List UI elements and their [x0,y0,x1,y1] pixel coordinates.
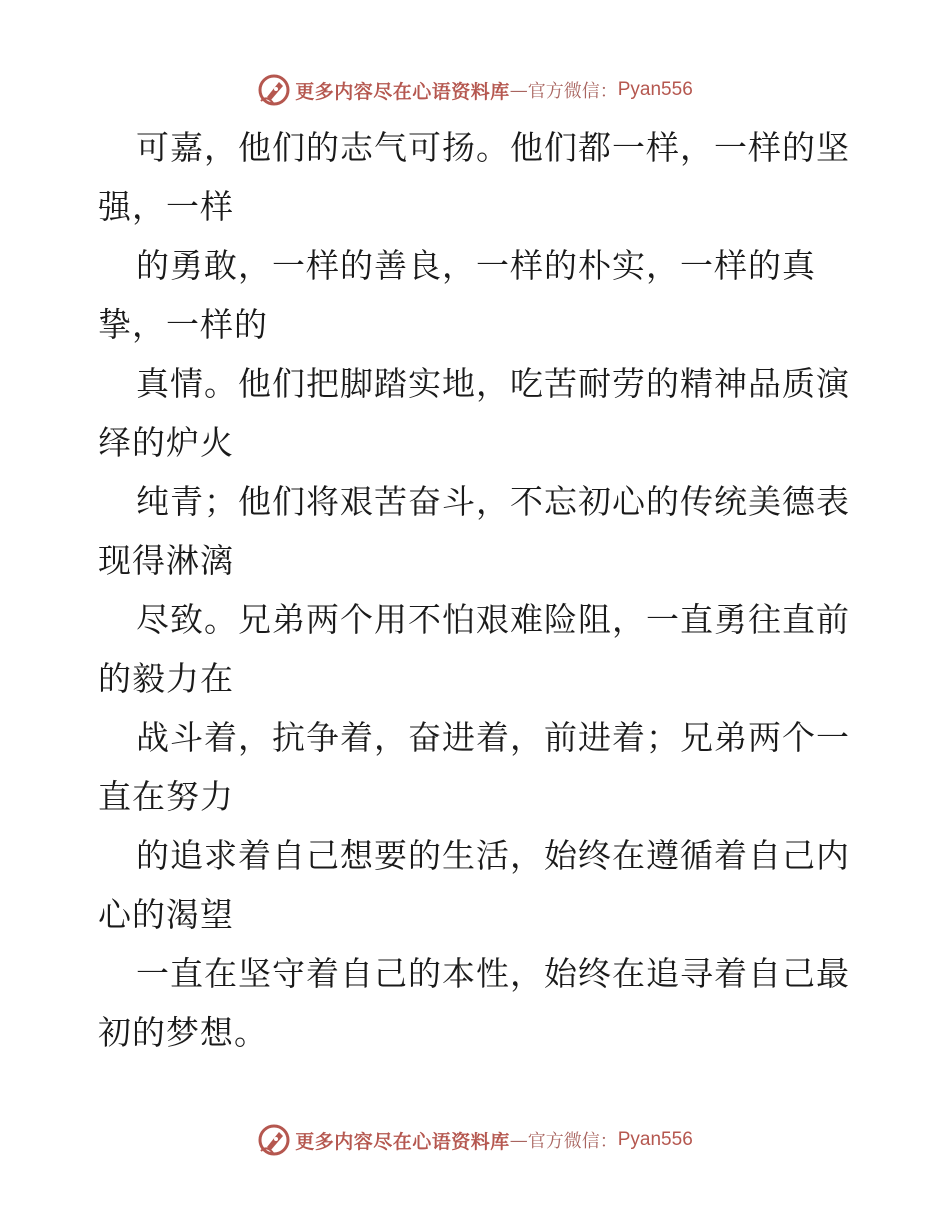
footer-banner [0,1120,950,1160]
site-name: 更多内容尽在心语资料库 [295,1130,510,1153]
body-line: 纯青；他们将艰苦奋斗，不忘初心的传统美德表 [136,482,850,521]
body-line: 心的渴望 [98,895,234,934]
body-line: 的毅力在 [98,659,234,698]
body-line: 一直在坚守着自己的本性，始终在追寻着自己最 [136,954,850,993]
header-banner [0,70,950,110]
banner-dash: — [509,1129,528,1151]
body-line: 挚，一样的 [98,305,268,344]
banner-dash: — [509,79,528,101]
body-line: 可嘉，他们的志气可扬。他们都一样，一样的坚 [136,128,850,167]
body-line: 真情。他们把脚踏实地，吃苦耐劳的精神品质演 [136,364,850,403]
pen-nib-seal-icon [257,73,291,107]
site-name: 更多内容尽在心语资料库 [295,80,510,103]
wechat-label: 官方微信： [527,81,618,102]
pen-nib-seal-icon [257,1123,291,1157]
body-line: 的追求着自己想要的生活，始终在遵循着自己内 [136,836,850,875]
body-line: 直在努力 [98,777,234,816]
body-line: 初的梦想。 [98,1013,268,1052]
body-line: 绎的炉火 [98,423,234,462]
body-line: 强，一样 [98,187,234,226]
body-line: 现得淋漓 [98,541,234,580]
wechat-label: 官方微信： [527,1131,618,1152]
wechat-id: Pyan556 [617,79,693,100]
wechat-id: Pyan556 [617,1129,693,1150]
document-body [98,118,858,1062]
body-line: 的勇敢，一样的善良，一样的朴实，一样的真 [136,246,816,285]
body-line: 战斗着，抗争着，奋进着，前进着；兄弟两个一 [136,718,850,757]
body-line: 尽致。兄弟两个用不怕艰难险阻，一直勇往直前 [136,600,850,639]
